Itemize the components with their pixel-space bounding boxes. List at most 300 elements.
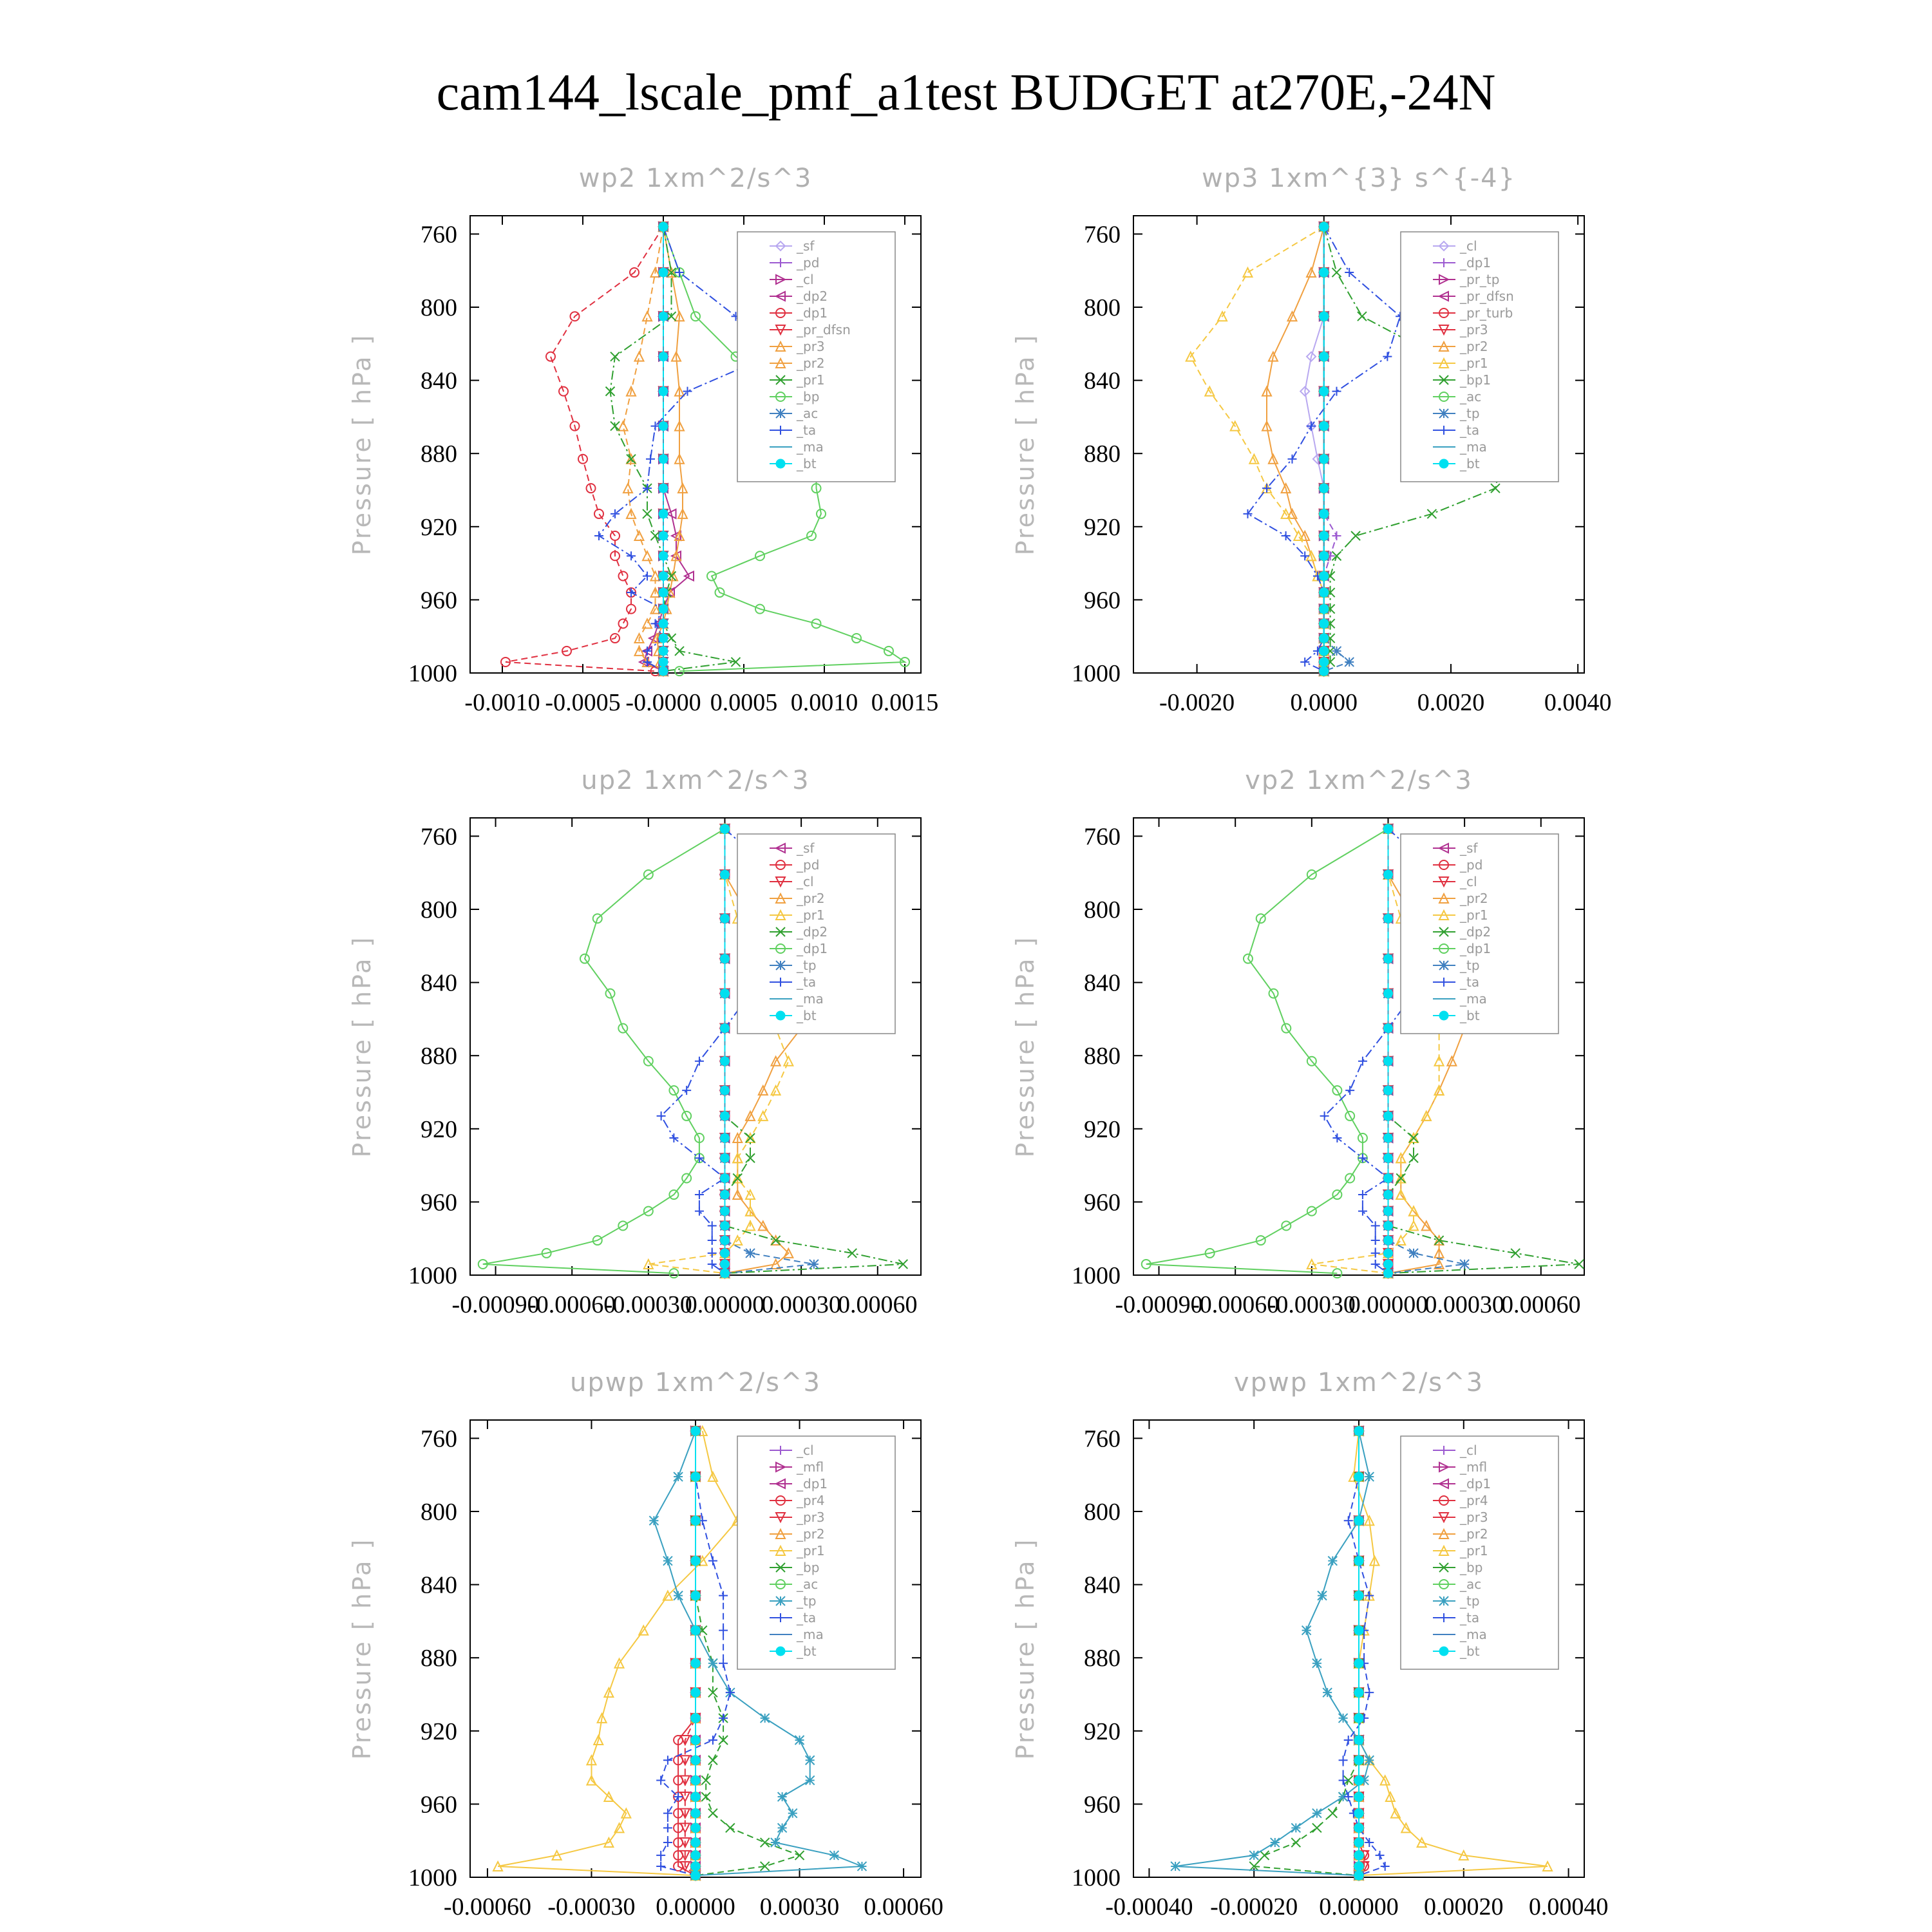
legend-label: _ta: [1460, 1610, 1480, 1625]
data-point: [720, 1153, 729, 1162]
x-tick-label: 0.00060: [838, 1291, 918, 1318]
data-point: [720, 824, 729, 833]
x-tick-label: 0.00000: [1348, 1291, 1428, 1318]
data-point: [795, 1851, 804, 1860]
legend-label: _pr2: [1460, 339, 1488, 354]
data-point: [691, 1756, 700, 1765]
legend-label: _pr_turb: [1460, 305, 1513, 321]
data-point: [674, 1591, 683, 1600]
data-point: [1320, 647, 1329, 656]
data-point: [1365, 1688, 1374, 1697]
data-point: [720, 954, 729, 963]
data-point: [619, 422, 628, 431]
y-axis-label: Pressure [ hPa ]: [348, 1537, 376, 1760]
x-tick-label: 0.00000: [1319, 1893, 1399, 1920]
data-point: [1354, 1659, 1363, 1668]
x-tick-label: 0.00060: [864, 1893, 943, 1920]
x-tick-label: 0.00040: [1528, 1893, 1609, 1920]
series-line: [498, 1431, 737, 1875]
legend-label: _ta: [797, 974, 817, 990]
y-tick-label: 880: [1084, 1645, 1121, 1672]
y-tick-label: 920: [421, 1718, 457, 1745]
legend-label: _ta: [797, 422, 817, 438]
y-tick-label: 1000: [1072, 660, 1121, 687]
data-point: [1320, 588, 1329, 597]
legend-label: _pr1: [1460, 355, 1488, 371]
y-tick-label: 880: [1084, 1043, 1121, 1070]
data-point: [1383, 1153, 1392, 1162]
y-tick-label: 960: [421, 1189, 457, 1217]
data-point: [1320, 634, 1329, 643]
x-tick-label: 0.0005: [710, 689, 778, 716]
data-point: [1320, 531, 1329, 540]
data-point: [1320, 422, 1329, 431]
legend-label: _pr1: [797, 1543, 825, 1558]
legend-label: _bp1: [1460, 372, 1492, 388]
data-point: [1312, 1823, 1321, 1832]
x-tick-label: -0.0005: [545, 689, 621, 716]
legend-label: _dp1: [1460, 1476, 1492, 1492]
data-point: [1383, 1173, 1392, 1182]
data-point: [1354, 1792, 1363, 1801]
data-point: [1320, 484, 1329, 493]
data-point: [659, 455, 668, 464]
legend-label: _sf: [1460, 840, 1478, 856]
data-point: [659, 647, 668, 656]
legend-label: _pr4: [1460, 1493, 1488, 1508]
data-point: [1351, 531, 1360, 540]
data-point: [1383, 1249, 1392, 1258]
data-point: [810, 1260, 819, 1269]
data-point: [659, 619, 668, 628]
series-dp1: [478, 824, 730, 1278]
legend-label: _pd: [797, 255, 820, 270]
legend-marker: [776, 961, 785, 970]
data-point: [691, 1516, 700, 1525]
legend-label: _cl: [1460, 238, 1477, 254]
data-point: [720, 1269, 729, 1278]
data-point: [1383, 1269, 1392, 1278]
data-point: [1320, 509, 1329, 518]
data-point: [778, 1823, 787, 1832]
x-tick-label: -0.0010: [464, 689, 540, 716]
data-point: [691, 1736, 700, 1745]
data-point: [663, 1838, 672, 1847]
y-tick-label: 760: [1084, 823, 1121, 851]
legend-label: _sf: [797, 840, 815, 856]
x-tick-label: 0.00020: [1424, 1893, 1504, 1920]
y-tick-label: 880: [421, 440, 457, 468]
data-point: [1249, 1851, 1258, 1860]
legend-label: _ac: [797, 406, 819, 421]
x-tick-label: -0.00060: [1191, 1291, 1280, 1318]
series-line: [1191, 227, 1324, 671]
data-point: [1354, 1714, 1363, 1723]
data-point: [691, 1659, 700, 1668]
series-bt: [1383, 824, 1392, 1278]
x-tick-label: 0.00000: [656, 1893, 735, 1920]
data-point: [1332, 387, 1341, 396]
y-tick-label: 880: [421, 1645, 457, 1672]
data-point: [1383, 1190, 1392, 1199]
y-tick-label: 800: [1084, 896, 1121, 923]
data-point: [708, 1557, 717, 1566]
data-point: [691, 1862, 700, 1871]
data-point: [691, 1426, 700, 1435]
data-point: [1320, 658, 1329, 667]
legend-marker: [1439, 1647, 1448, 1656]
legend-label: _tp: [1460, 1593, 1480, 1609]
series-bt: [720, 824, 729, 1278]
series-pr2: [1262, 222, 1329, 676]
x-tick-label: 0.00060: [1501, 1291, 1581, 1318]
x-tick-label: -0.00060: [528, 1291, 616, 1318]
data-point: [1318, 1591, 1327, 1600]
chart-panel-1: [348, 164, 938, 716]
legend-marker: [776, 1596, 785, 1605]
legend-label: _dp1: [1460, 941, 1492, 956]
data-point: [695, 1207, 704, 1216]
legend-marker: [1439, 459, 1448, 468]
legend-label: _bt: [1460, 456, 1480, 471]
data-point: [759, 1112, 768, 1121]
legend-label: _ta: [797, 1610, 817, 1625]
y-tick-label: 800: [421, 896, 457, 923]
y-axis-label: Pressure [ hPa ]: [348, 935, 376, 1158]
data-point: [746, 1249, 755, 1258]
x-tick-label: 0.0040: [1544, 689, 1612, 716]
legend-label: _ac: [1460, 1577, 1482, 1592]
data-point: [701, 1776, 710, 1785]
data-point: [1339, 1714, 1348, 1723]
series-bt: [1354, 1426, 1363, 1880]
data-point: [1320, 222, 1329, 231]
x-tick-label: -0.00040: [1105, 1893, 1193, 1920]
legend-label: _pr3: [1460, 1510, 1488, 1525]
data-point: [1383, 989, 1392, 998]
legend-label: _pr1: [797, 907, 825, 923]
data-point: [778, 1792, 787, 1801]
data-point: [1371, 1236, 1380, 1245]
y-tick-label: 840: [421, 367, 457, 395]
data-point: [1354, 1557, 1363, 1566]
x-tick-label: 0.0015: [871, 689, 939, 716]
data-point: [1354, 1472, 1363, 1481]
legend-label: _pd: [797, 857, 820, 873]
data-point: [1383, 1221, 1392, 1230]
data-point: [1383, 954, 1392, 963]
legend-label: _cl: [797, 1443, 814, 1458]
data-point: [656, 1851, 665, 1860]
data-point: [1381, 1862, 1390, 1871]
legend: [1401, 1436, 1558, 1669]
panel-title: wp2 1xm^2/s^3: [578, 164, 813, 193]
data-point: [1312, 1809, 1321, 1818]
data-point: [649, 1516, 658, 1525]
legend-label: _sf: [797, 238, 815, 254]
y-tick-label: 760: [421, 823, 457, 851]
data-point: [720, 1207, 729, 1216]
legend-label: _mfl: [1460, 1459, 1488, 1475]
data-point: [771, 1838, 780, 1847]
series-line: [483, 829, 725, 1273]
legend-label: _pr4: [797, 1493, 825, 1508]
legend-label: _bt: [797, 1008, 817, 1023]
y-tick-label: 1000: [1072, 1864, 1121, 1891]
data-point: [708, 1659, 717, 1668]
data-point: [659, 509, 668, 518]
data-point: [1320, 268, 1329, 277]
legend-label: _bt: [1460, 1643, 1480, 1659]
data-point: [1291, 1838, 1300, 1847]
legend-label: _dp1: [797, 941, 828, 956]
x-tick-label: 0.00030: [761, 1291, 841, 1318]
data-point: [1345, 658, 1354, 667]
data-point: [1344, 1516, 1353, 1525]
data-point: [784, 1057, 793, 1066]
data-point: [1383, 914, 1392, 923]
data-point: [659, 605, 668, 614]
legend-label: _bt: [797, 1643, 817, 1659]
y-tick-label: 1000: [1072, 1262, 1121, 1289]
x-tick-label: -0.00090: [451, 1291, 540, 1318]
panels-group: [348, 164, 1611, 1920]
y-tick-label: 800: [1084, 1499, 1121, 1526]
data-point: [663, 1756, 672, 1765]
data-point: [720, 989, 729, 998]
data-point: [691, 1591, 700, 1600]
legend: [1401, 232, 1558, 482]
y-tick-label: 920: [1084, 1115, 1121, 1143]
panel-title: vpwp 1xm^2/s^3: [1233, 1368, 1484, 1397]
data-point: [1354, 1688, 1363, 1697]
data-point: [594, 509, 603, 518]
y-tick-label: 840: [421, 1571, 457, 1599]
data-point: [1339, 1776, 1348, 1785]
legend-label: _ac: [797, 1577, 819, 1592]
y-axis-label: Pressure [ hPa ]: [1011, 333, 1039, 556]
legend-label: _dp1: [797, 305, 828, 321]
data-point: [1354, 1838, 1363, 1847]
data-point: [720, 1057, 729, 1066]
series-bt: [659, 222, 668, 676]
chart-panel-4: [1011, 766, 1584, 1318]
y-tick-label: 760: [1084, 1425, 1121, 1453]
legend-label: _pr1: [1460, 907, 1488, 923]
data-point: [659, 422, 668, 431]
data-point: [720, 1190, 729, 1199]
data-point: [1320, 605, 1329, 614]
legend-label: _pr_dfsn: [1460, 289, 1514, 304]
panel-title: wp3 1xm^{3} s^{-4}: [1201, 164, 1517, 193]
data-point: [627, 551, 636, 560]
legend-label: _ma: [1460, 439, 1487, 455]
data-point: [691, 1472, 700, 1481]
data-point: [659, 312, 668, 321]
legend-label: _cl: [797, 874, 814, 889]
data-point: [720, 870, 729, 879]
legend-label: _dp2: [797, 289, 828, 304]
data-point: [659, 571, 668, 580]
y-tick-label: 1000: [408, 660, 457, 687]
legend-label: _ma: [797, 991, 824, 1007]
data-point: [719, 1591, 728, 1600]
data-point: [1291, 1823, 1300, 1832]
legend-marker: [1439, 1596, 1448, 1605]
y-tick-label: 920: [421, 513, 457, 541]
legend-marker: [1439, 409, 1448, 418]
data-point: [720, 1236, 729, 1245]
y-tick-label: 960: [421, 1791, 457, 1819]
series-tp: [1171, 1426, 1374, 1880]
data-point: [659, 588, 668, 597]
data-point: [1260, 1851, 1269, 1860]
y-tick-label: 960: [1084, 1791, 1121, 1819]
data-point: [691, 1626, 700, 1635]
y-tick-label: 960: [1084, 587, 1121, 614]
data-point: [635, 352, 644, 361]
y-tick-label: 960: [421, 587, 457, 614]
data-point: [720, 1112, 729, 1121]
data-point: [1332, 268, 1341, 277]
data-point: [659, 268, 668, 277]
legend-label: _ma: [1460, 991, 1487, 1007]
data-point: [1383, 1133, 1392, 1142]
data-point: [659, 484, 668, 493]
x-tick-label: 0.0000: [1290, 689, 1358, 716]
data-point: [643, 551, 652, 560]
legend-label: _ma: [1460, 1627, 1487, 1642]
data-point: [720, 1086, 729, 1095]
data-point: [788, 1809, 797, 1818]
data-point: [1371, 1249, 1380, 1258]
data-point: [691, 1792, 700, 1801]
series-line: [1254, 1431, 1359, 1875]
data-point: [643, 619, 652, 628]
y-tick-label: 840: [1084, 1571, 1121, 1599]
y-tick-label: 920: [1084, 1718, 1121, 1745]
data-point: [691, 1776, 700, 1785]
data-point: [720, 1133, 729, 1142]
legend-label: _pr2: [797, 1526, 825, 1542]
legend-label: _pr2: [797, 891, 825, 906]
y-tick-label: 1000: [408, 1262, 457, 1289]
data-point: [691, 1557, 700, 1566]
data-point: [1358, 1190, 1367, 1199]
legend-label: _dp2: [797, 924, 828, 940]
data-point: [659, 634, 668, 643]
legend-label: _pr3: [1460, 322, 1488, 337]
panel-title: vp2 1xm^2/s^3: [1245, 766, 1473, 795]
y-axis-label: Pressure [ hPa ]: [348, 333, 376, 556]
data-point: [720, 1260, 729, 1269]
y-tick-label: 760: [1084, 221, 1121, 249]
legend-label: _pr1: [1460, 1543, 1488, 1558]
data-point: [1383, 1112, 1392, 1121]
data-point: [663, 1823, 672, 1832]
legend-label: _mfl: [797, 1459, 824, 1475]
data-point: [659, 667, 668, 676]
data-point: [659, 352, 668, 361]
data-point: [1243, 268, 1252, 277]
legend-label: _pr2: [1460, 891, 1488, 906]
data-point: [1332, 531, 1341, 540]
panel-title: upwp 1xm^2/s^3: [570, 1368, 821, 1397]
data-point: [1383, 824, 1392, 833]
y-tick-label: 880: [421, 1043, 457, 1070]
legend-label: _pr3: [797, 1510, 825, 1525]
data-point: [659, 387, 668, 396]
data-point: [635, 531, 644, 540]
data-point: [691, 1851, 700, 1860]
y-tick-label: 840: [1084, 367, 1121, 395]
data-point: [1365, 1472, 1374, 1481]
data-point: [1294, 531, 1303, 540]
data-point: [1328, 1809, 1337, 1818]
legend-label: _ma: [797, 439, 824, 455]
series-line: [1175, 1431, 1369, 1875]
data-point: [619, 619, 628, 628]
data-point: [1358, 1057, 1367, 1066]
data-point: [708, 1249, 717, 1258]
data-point: [663, 1557, 672, 1566]
data-point: [1491, 484, 1500, 493]
legend: [737, 232, 895, 482]
figure-title: cam144_lscale_pmf_a1test BUDGET at270E,-24N: [436, 64, 1496, 121]
y-tick-label: 920: [1084, 513, 1121, 541]
x-tick-label: -0.00030: [1267, 1291, 1356, 1318]
legend: [737, 1436, 895, 1669]
data-point: [691, 1688, 700, 1697]
legend-label: _tp: [797, 1593, 817, 1609]
x-tick-label: 0.0020: [1417, 689, 1485, 716]
data-point: [1354, 1426, 1363, 1435]
legend-marker: [776, 409, 785, 418]
data-point: [1354, 1871, 1363, 1880]
data-point: [1354, 1736, 1363, 1745]
legend-marker: [776, 1011, 785, 1020]
legend-label: _tp: [1460, 406, 1480, 421]
data-point: [695, 1057, 704, 1066]
legend-label: _dp1: [1460, 255, 1492, 270]
data-point: [1383, 1024, 1392, 1033]
chart-panel-5: [348, 1368, 943, 1920]
data-point: [1323, 1688, 1332, 1697]
data-point: [1307, 422, 1316, 431]
data-point: [691, 1838, 700, 1847]
y-tick-label: 880: [1084, 440, 1121, 468]
legend-marker: [776, 1647, 785, 1656]
data-point: [1320, 571, 1329, 580]
data-point: [1409, 1249, 1418, 1258]
panel-title: up2 1xm^2/s^3: [581, 766, 810, 795]
data-point: [1383, 1260, 1392, 1269]
series-line: [506, 227, 663, 671]
data-point: [1320, 455, 1329, 464]
legend-label: _ta: [1460, 422, 1480, 438]
series-bt: [1320, 222, 1329, 676]
data-point: [1344, 1792, 1353, 1801]
data-point: [1460, 1260, 1469, 1269]
y-tick-label: 760: [421, 221, 457, 249]
legend-label: _bp: [1460, 1560, 1483, 1575]
series-pr3: [652, 222, 687, 676]
legend-label: _ma: [797, 1627, 824, 1642]
series-line: [1146, 829, 1388, 1273]
data-point: [643, 509, 652, 518]
data-point: [720, 914, 729, 923]
y-tick-label: 800: [421, 1499, 457, 1526]
